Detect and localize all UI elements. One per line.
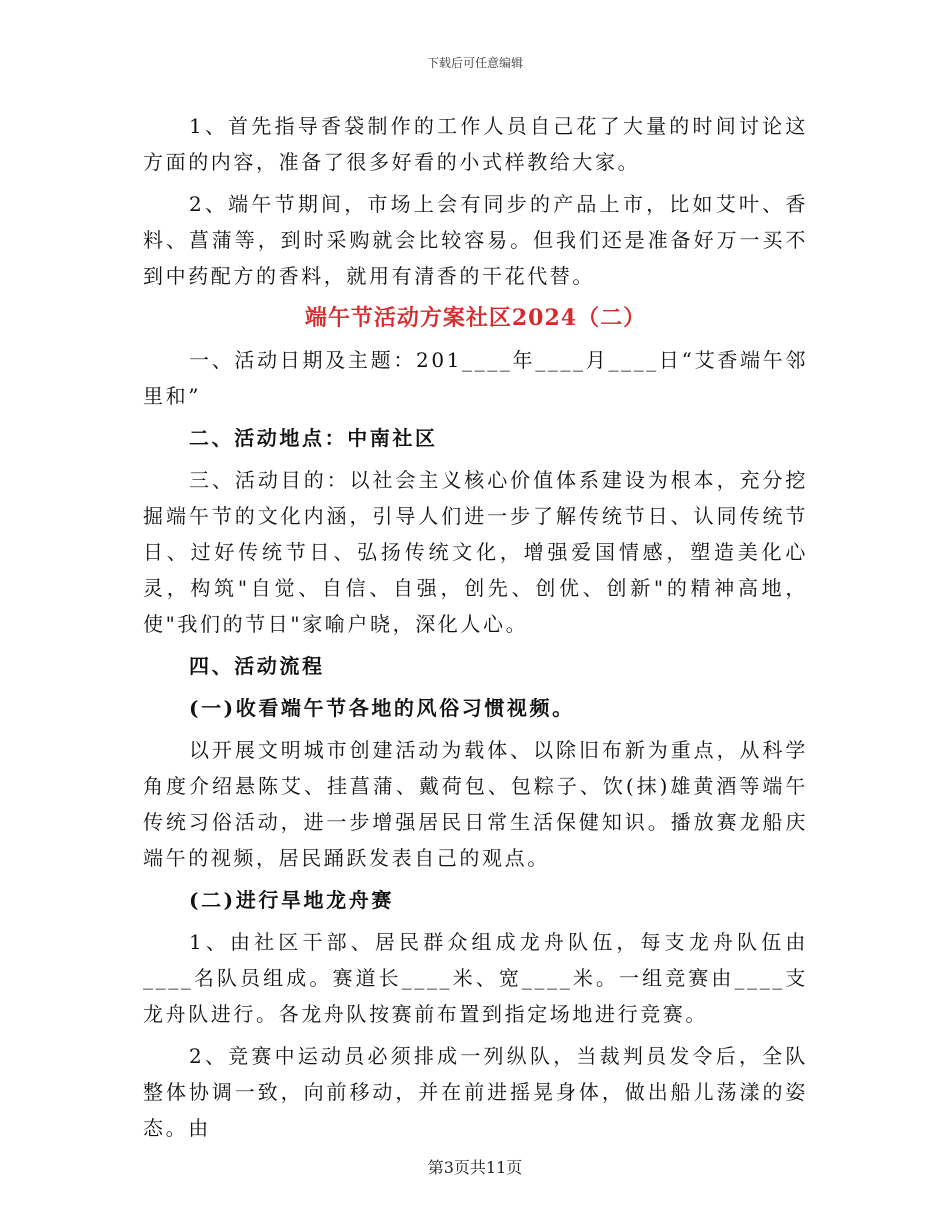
page-number: 第3页共11页 <box>427 1158 523 1177</box>
document-body <box>143 108 808 1152</box>
heading-process: 四、活动流程 <box>189 654 325 678</box>
paragraph-incense-bag-staff: 1、首先指导香袋制作的工作人员自己花了大量的时间讨论这方面的内容，准备了很多好看的小式样教给大家。 <box>143 114 808 174</box>
paragraph-race-teams: 1、由社区干部、居民群众组成龙舟队伍，每支龙舟队伍由____名队员组成。赛道长____米、宽____米。一组竞赛由____支龙舟队进行。各龙舟队按赛前布置到指定场地进行竞赛。 <box>143 930 808 1026</box>
paragraph-video-content: 以开展文明城市创建活动为载体、以除旧布新为重点，从科学角度介绍悬陈艾、挂菖蒲、戴荷包、包粽子、饮(抹)雄黄酒等端午传统习俗活动，进一步增强居民日常生活保健知识。播放赛龙船庆端午的视频，居民踊跃发表自己的观点。 <box>143 738 808 870</box>
paragraph-race-rules: 2、竞赛中运动员必须排成一列纵队，当裁判员发令后，全队整体协调一致，向前移动，并在前进摇晃身体，做出船儿荡漾的姿态。由 <box>143 1044 808 1140</box>
section-title: 端午节活动方案社区2024（二） <box>304 305 647 331</box>
paragraph-date-theme: 一、活动日期及主题：201____年____月____日“艾香端午邻里和” <box>143 348 808 408</box>
paragraph-market-products: 2、端午节期间，市场上会有同步的产品上市，比如艾叶、香料、菖蒲等，到时采购就会比较容易。但我们还是准备好万一买不到中药配方的香料，就用有清香的干花代替。 <box>143 192 808 288</box>
paragraph-purpose: 三、活动目的：以社会主义核心价值体系建设为根本，充分挖掘端午节的文化内涵，引导人们进一步了解传统节日、认同传统节日、过好传统节日、弘扬传统文化，增强爱国情感，塑造美化心灵，构筑"自觉、自信、自强，创先、创优、创新"的精神高地，使"我们的节日"家喻户晓，深化人心。 <box>143 468 808 636</box>
heading-dragon-boat-race: (二)进行旱地龙舟赛 <box>189 888 394 912</box>
heading-location: 二、活动地点：中南社区 <box>189 426 438 450</box>
header-note: 下载后可任意编辑 <box>426 56 523 70</box>
heading-watch-videos: (一)收看端午节各地的风俗习惯视频。 <box>189 696 575 720</box>
